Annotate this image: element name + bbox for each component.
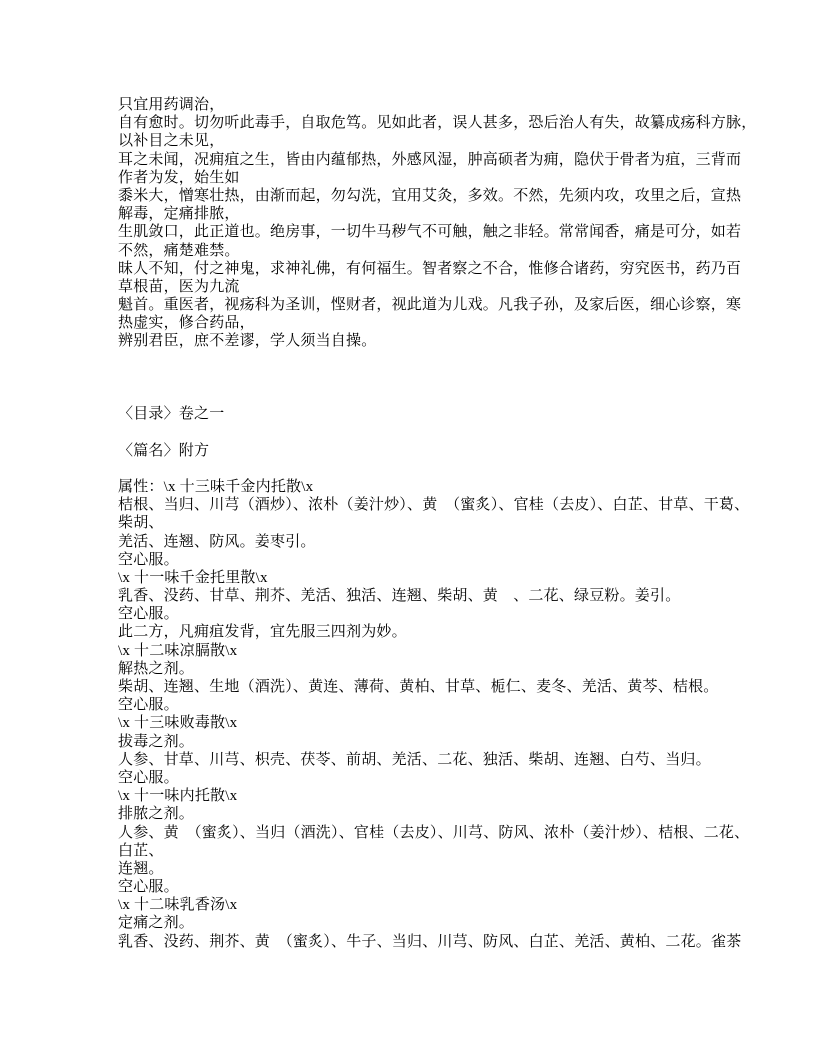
- text-line: 属性：\x 十三味千金内托散\x: [118, 478, 314, 495]
- text-content: [118, 96, 758, 951]
- text-line: 〈目录〉卷之一: [118, 406, 225, 423]
- text-line: 羌活、连翘、防风。姜枣引。: [118, 533, 316, 550]
- text-line: 此二方，凡痈疽发背，宜先服三四剂为妙。: [118, 624, 407, 641]
- text-line: \x 十一味内托散\x: [118, 788, 238, 805]
- text-line: 空心服。: [118, 697, 179, 714]
- text-line: 乳香、没药、荆芥、黄 （蜜炙）、牛子、当归、川芎、防风、白芷、羌活、黄柏、二花。雀茶: [118, 933, 742, 950]
- text-line: 乳香、没药、甘草、荆芥、羌活、独活、连翘、柴胡、黄 、二花、绿豆粉。姜引。: [118, 588, 681, 605]
- text-line: 黍米大，憎寒壮热，由渐而起，勿勾洗，宜用艾灸，多效。不然，先须内攻，攻里之后，宣热: [118, 187, 742, 204]
- text-line: 自有愈时。切勿听此毒手，自取危笃。见如此者，误人甚多，恐后治人有失，故纂成疡科方脉，: [118, 115, 757, 132]
- text-line: 空心服。: [118, 769, 179, 786]
- text-line: \x 十二味凉膈散\x: [118, 642, 238, 659]
- text-line: 昧人不知，付之神鬼，求神礼佛，有何福生。智者察之不合，惟修合诸药，穷究医书，药乃百: [118, 260, 742, 277]
- text-line: 辨别君臣，庶不差谬，学人须当自操。: [118, 333, 377, 350]
- blank-line: [118, 423, 758, 441]
- text-line: 作者为发，始生如: [118, 169, 240, 186]
- text-line: 以补目之未见，: [118, 133, 225, 150]
- text-line: 柴胡、: [118, 515, 164, 532]
- text-line: 空心服。: [118, 606, 179, 623]
- text-line: 只宜用药调治，: [118, 97, 225, 113]
- text-line: 不然，痛楚难禁。: [118, 242, 240, 259]
- blank-line: [118, 369, 758, 387]
- text-line: 热虚实，修合药品，: [118, 315, 255, 332]
- text-line: 人参、黄 （蜜炙）、当归（酒洗）、官桂（去皮）、川芎、防风、浓朴（姜汁炒）、桔根、二花、: [118, 824, 750, 841]
- text-line: \x 十二味乳香汤\x: [118, 897, 238, 914]
- text-line: 草根苗，医为九流: [118, 278, 240, 295]
- text-line: 〈篇名〉附方: [118, 442, 210, 459]
- text-line: 耳之未闻，况痈疽之生，皆由内蕴郁热，外感风湿，肿高硕者为痈，隐伏于骨者为疽，三背而: [118, 151, 742, 168]
- text-line: 柴胡、连翘、生地（酒洗）、黄连、薄荷、黄柏、甘草、栀仁、麦冬、羌活、黄芩、桔根。: [118, 679, 719, 695]
- text-line: 白芷、: [118, 842, 164, 859]
- text-line: 空心服。: [118, 879, 179, 896]
- text-line: 空心服。: [118, 551, 179, 568]
- text-line: 解毒，定痛排脓，: [118, 206, 240, 223]
- text-line: 拔毒之剂。: [118, 733, 195, 750]
- text-line: 连翘。: [118, 860, 164, 877]
- text-line: \x 十一味千金托里散\x: [118, 569, 268, 586]
- blank-line: [118, 351, 758, 369]
- text-line: 桔根、当归、川芎（酒炒）、浓朴（姜汁炒）、黄 （蜜炙）、官桂（去皮）、白芷、甘草、干葛、: [118, 497, 750, 514]
- text-line: 定痛之剂。: [118, 915, 195, 932]
- text-line: 排脓之剂。: [118, 806, 195, 823]
- text-line: 生肌敛口，此正道也。绝房事，一切牛马秽气不可触，触之非轻。常常闻香，痛是可分，如若: [118, 224, 742, 241]
- text-line: 解热之剂。: [118, 660, 195, 677]
- text-line: \x 十三味败毒散\x: [118, 715, 238, 732]
- text-line: 人参、甘草、川芎、枳壳、茯苓、前胡、羌活、二花、独活、柴胡、连翘、白芍、当归。: [118, 751, 711, 768]
- blank-line: [118, 460, 758, 478]
- blank-line: [118, 387, 758, 405]
- text-line: 魁首。重医者，视疡科为圣训，悭财者，视此道为儿戏。凡我子孙，及家后医，细心诊察，寒: [118, 297, 742, 314]
